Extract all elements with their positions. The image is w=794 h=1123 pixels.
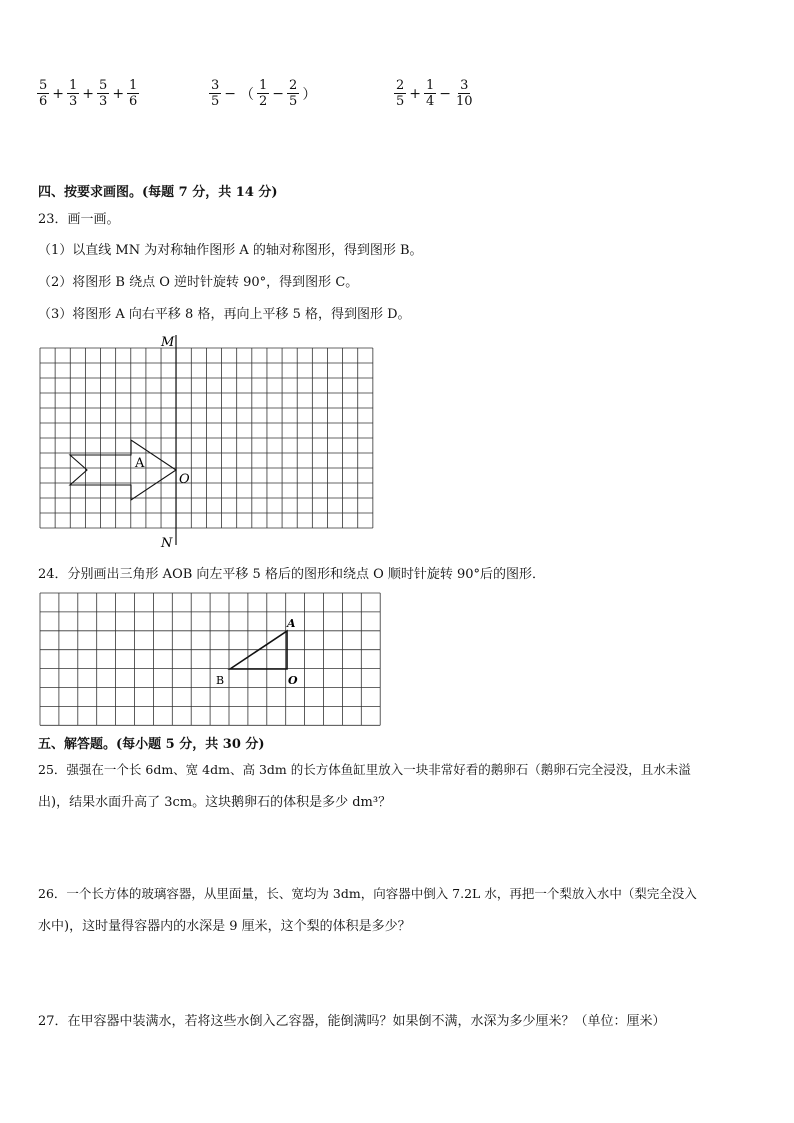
- label-m: M: [161, 335, 175, 350]
- fraction: $\frac{1}{3}$: [69, 78, 78, 109]
- grid-lines: [40, 593, 380, 725]
- fraction: $\frac{3}{10}$: [456, 78, 473, 109]
- q23-item-2: （2）将图形 B 绕点 O 逆时针旋转 90°，得到图形 C。: [38, 275, 359, 290]
- q23-title: 23．画一画。: [38, 212, 120, 227]
- label-n: N: [161, 536, 173, 551]
- label-a: A: [287, 617, 296, 630]
- expression-3: $\frac{2}{5}$ + $\frac{1}{4}$ − $\frac{3}{10}$: [396, 78, 473, 109]
- label-o: O: [288, 674, 298, 687]
- expression-2: $\frac{3}{5}$ − （ $\frac{1}{2}$ − $\frac{2}{5}$ ）: [211, 78, 317, 109]
- expression-1: $\frac{5}{6}$ + $\frac{1}{3}$ + $\frac{5}{3}$ + $\frac{1}{6}$: [39, 78, 138, 109]
- fraction: $\frac{5}{6}$: [39, 78, 48, 109]
- section-5-heading: 五、解答题。(每小题 5 分，共 30 分): [38, 737, 265, 752]
- fraction: $\frac{1}{2}$: [259, 78, 268, 109]
- fraction: $\frac{1}{4}$: [426, 78, 435, 109]
- q25-line-2: 出)，结果水面升高了 3cm。这块鹅卵石的体积是多少 dm³？: [38, 795, 392, 810]
- label-o: O: [179, 472, 190, 487]
- q23-item-3: （3）将图形 A 向右平移 8 格，再向上平移 5 格，得到图形 D。: [38, 307, 411, 322]
- q24-title: 24．分别画出三角形 AOB 向左平移 5 格后的图形和绕点 O 顺时针旋转 90°后的图形．: [38, 567, 546, 582]
- q26-line-2: 水中)，这时量得容器内的水深是 9 厘米，这个梨的体积是多少？: [38, 919, 411, 934]
- q25-line-1: 25．强强在一个长 6dm、宽 4dm、高 3dm 的长方体鱼缸里放入一块非常好看的鹅卵石（鹅卵石完全浸没，且水未溢: [38, 762, 691, 777]
- section-4-heading: 四、按要求画图。(每题 7 分，共 14 分): [38, 185, 278, 200]
- fraction: $\frac{2}{5}$: [289, 78, 298, 109]
- fraction: $\frac{3}{5}$: [211, 78, 220, 109]
- fraction: $\frac{1}{6}$: [129, 78, 138, 109]
- q26-line-1: 26．一个长方体的玻璃容器，从里面量，长、宽均为 3dm，向容器中倒入 7.2L 水，再把一个梨放入水中（梨完全没入: [38, 886, 697, 901]
- label-a: A: [135, 456, 145, 471]
- fraction: $\frac{2}{5}$: [396, 78, 405, 109]
- fraction: $\frac{5}{3}$: [99, 78, 108, 109]
- label-b: B: [216, 674, 225, 687]
- q27-text: 27．在甲容器中装满水，若将这些水倒入乙容器，能倒满吗？如果倒不满，水深为多少厘米？（单位：厘米）: [38, 1014, 666, 1029]
- q23-item-1: （1）以直线 MN 为对称轴作图形 A 的轴对称图形，得到图形 B。: [38, 243, 423, 258]
